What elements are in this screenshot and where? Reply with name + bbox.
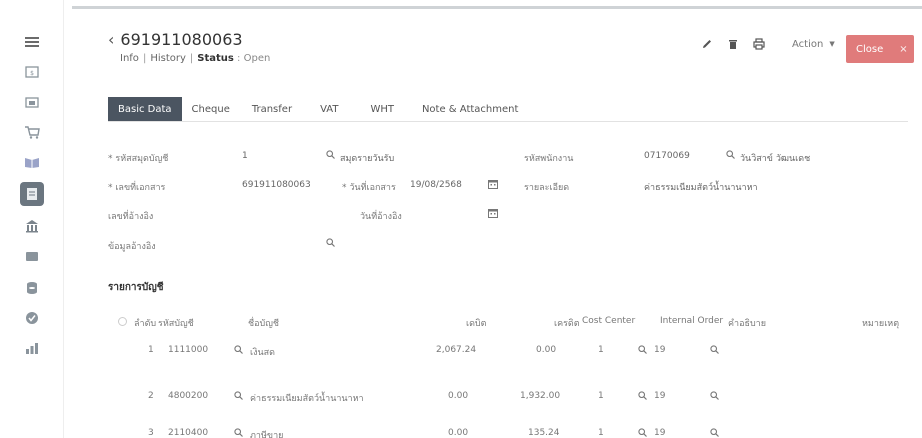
detail-label: รายละเอียด [524,183,570,193]
form-row-document [108,177,898,195]
row-debit[interactable]: 0.00 [448,428,469,438]
employee-code-label: รหัสพนักงาน [524,154,574,164]
print-icon[interactable] [752,37,766,51]
top-border [72,6,922,9]
table-row[interactable] [108,340,908,360]
row-account-name: ภาษีขาย [250,431,284,438]
row-cost-center[interactable]: 1 [598,345,604,355]
ref-data-label: ข้อมูลอ้างอิง [108,242,156,252]
form-row-reference [108,206,898,224]
building-icon[interactable] [20,214,44,238]
nav-info-link[interactable]: Info [120,53,139,64]
search-icon[interactable] [638,391,647,403]
row-seq: 1 [148,345,154,355]
search-icon[interactable] [710,345,719,357]
doc-date-field[interactable]: 19/08/2568 [410,180,462,190]
back-chevron-icon[interactable]: ‹ [108,30,115,49]
section-title: รายการบัญชี [108,282,164,293]
database-icon[interactable] [20,276,44,300]
row-debit[interactable]: 0.00 [448,391,469,401]
tab-transfer[interactable]: Transfer [251,103,293,115]
row-account-code[interactable]: 4800200 [168,391,209,401]
row-credit[interactable]: 135.24 [528,428,560,438]
tab-vat[interactable]: VAT [320,103,339,115]
edit-icon[interactable] [700,37,714,51]
table-row[interactable] [108,386,908,406]
row-account-name: เงินสด [250,348,275,358]
check-icon[interactable] [20,306,44,330]
col-seq: ลำดับ [134,319,157,329]
calendar-icon[interactable] [488,179,498,192]
detail-field[interactable]: ค่าธรรมเนียมสัตว์น้ำนานาหา [644,183,758,193]
row-account-code[interactable]: 2110400 [168,428,209,438]
col-remark: หมายเหตุ [862,319,900,329]
book-code-field[interactable]: 1 [242,151,248,161]
tab-note-attachment[interactable]: Note & Attachment [421,103,519,115]
tab-bar [108,97,530,121]
invoice-icon[interactable] [20,60,44,84]
ref-date-label: วันที่อ้างอิง [360,212,402,222]
action-dropdown[interactable] [792,39,835,50]
row-credit[interactable]: 0.00 [536,345,557,355]
col-internal-order: Internal Order [660,316,724,326]
search-icon[interactable] [638,428,647,438]
trash-icon[interactable] [726,37,740,51]
search-icon[interactable] [326,150,335,162]
calendar-icon[interactable] [488,208,498,221]
col-credit: เครดิต [554,319,580,329]
col-debit: เดบิต [466,319,487,329]
page-header [108,30,243,49]
search-icon[interactable] [326,238,335,250]
breadcrumb: Info | History | Status : Open [120,53,271,64]
status-value: Open [243,53,271,64]
col-cost-center: Cost Center [582,316,636,326]
search-icon[interactable] [234,391,243,403]
action-label: Action [792,38,824,50]
row-account-code[interactable]: 1111000 [168,345,209,355]
tab-wht[interactable]: WHT [370,103,394,115]
toolbar [700,37,835,51]
row-debit[interactable]: 2,067.24 [436,345,477,355]
search-icon[interactable] [726,150,735,162]
employee-code-field[interactable]: 07170069 [644,151,690,161]
row-cost-center[interactable]: 1 [598,391,604,401]
tab-basic-data[interactable]: Basic Data [108,97,182,121]
bank-icon[interactable] [20,90,44,114]
book-name: สมุดรายวันรับ [340,154,395,164]
search-icon[interactable] [638,345,647,357]
ref-no-label: เลขที่อ้างอิง [108,212,154,222]
table-header [108,312,908,332]
col-account-code: รหัสบัญชี [158,319,194,329]
search-icon[interactable] [234,428,243,438]
book-icon[interactable] [20,150,44,174]
folder-icon[interactable] [20,244,44,268]
col-account-name: ชื่อบัญชี [248,319,280,329]
search-icon[interactable] [710,391,719,403]
chevron-down-icon: ▼ [829,40,835,48]
row-internal-order[interactable]: 19 [654,391,666,401]
doc-no-label: * เลขที่เอกสาร [108,183,166,193]
row-internal-order[interactable]: 19 [654,345,666,355]
status-label: Status [197,53,234,64]
menu-icon[interactable] [20,30,44,54]
cart-icon[interactable] [20,120,44,144]
document-icon[interactable] [20,182,44,206]
doc-date-label: * วันที่เอกสาร [342,183,396,193]
close-icon: × [899,43,908,55]
employee-name: วันวิสาข์ วัฒนเดช [740,154,811,164]
svg-text:$: $ [30,70,34,77]
book-code-label: * รหัสสมุดบัญชี [108,154,169,164]
close-button[interactable] [846,35,914,63]
row-account-name: ค่าธรรมเนียมสัตว์น้ำนานาหา [250,394,364,404]
row-seq: 3 [148,428,154,438]
row-credit[interactable]: 1,932.00 [520,391,561,401]
doc-no-field[interactable]: 691911080063 [242,180,311,190]
table-row[interactable] [108,423,908,438]
chart-icon[interactable] [20,336,44,360]
sidebar [0,0,64,438]
search-icon[interactable] [234,345,243,357]
form-row-ref-data [108,236,898,254]
close-label: Close [856,43,884,55]
tab-cheque[interactable]: Cheque [191,103,230,115]
row-cost-center[interactable]: 1 [598,428,604,438]
form-row-book [108,148,898,166]
page-title: 691911080063 [120,30,243,49]
search-icon[interactable] [710,428,719,438]
select-all-checkbox[interactable] [118,317,127,326]
row-internal-order[interactable]: 19 [654,428,666,438]
col-description: คำอธิบาย [728,319,767,329]
nav-history-link[interactable]: History [150,53,186,64]
tab-divider [108,121,908,122]
row-seq: 2 [148,391,154,401]
